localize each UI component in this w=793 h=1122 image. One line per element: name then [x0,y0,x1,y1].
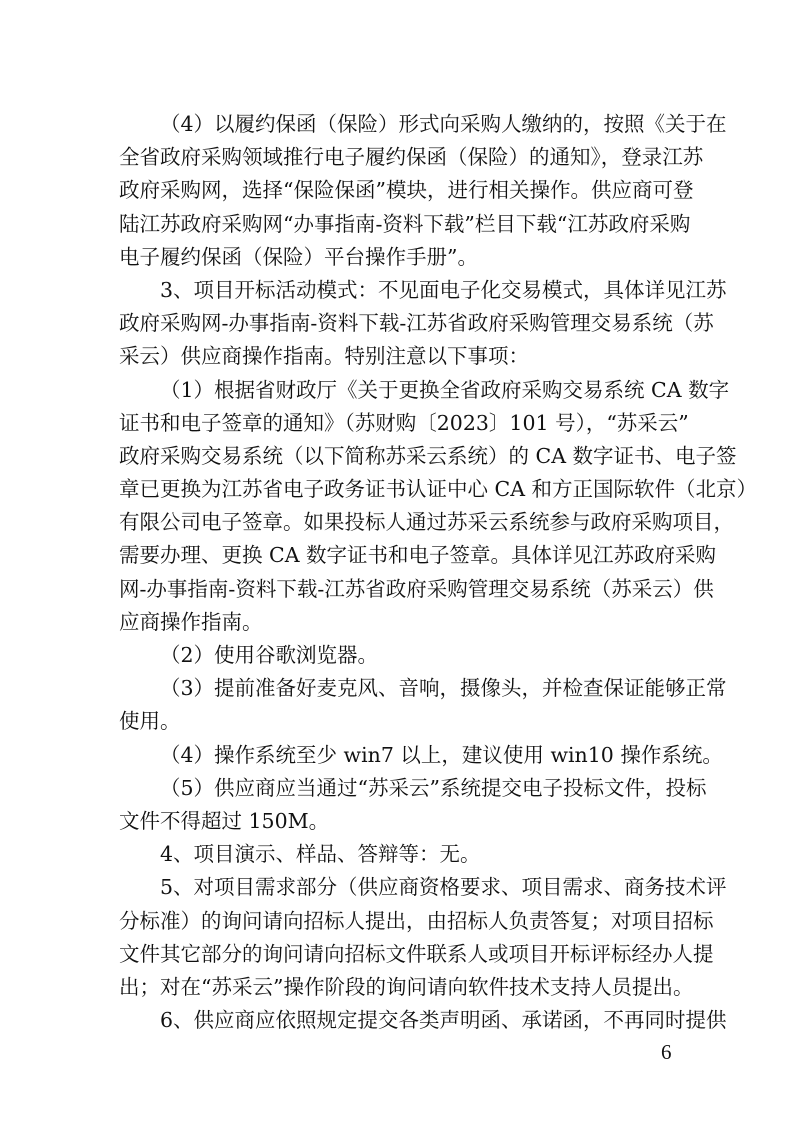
paragraph-item-3-4 [119,739,723,772]
text-line: 分标准）的询问请向招标人提出，由招标人负责答复；对项目招标 [119,908,714,933]
text-line: （1）根据省财政厅《关于更换全省政府采购交易系统 CA 数字 [160,377,730,402]
text-line: （3）提前准备好麦克风、音响，摄像头，并检查保证能够正常 [160,676,727,701]
paragraph-item-3-1 [119,374,758,640]
text-line: 陆江苏政府采购网“办事指南-资料下载”栏目下载“江苏政府采购 [119,211,691,236]
text-line: 4、项目演示、样品、答辩等：无。 [160,842,481,867]
text-line: 采云）供应商操作指南。特别注意以下事项： [119,344,529,369]
text-line: （4）以履约保函（保险）形式向采购人缴纳的，按照《关于在 [160,112,727,136]
text-line: 应商操作指南。 [119,609,263,634]
text-line: 6、供应商应依照规定提交各类声明函、承诺函，不再同时提供 [160,1008,727,1033]
paragraph-item-4 [119,838,678,871]
text-line: 政府采购交易系统（以下简称苏采云系统）的 CA 数字证书、电子签 [119,443,737,468]
text-line: 网-办事指南-资料下载-江苏省政府采购管理交易系统（苏采云）供 [119,576,714,601]
text-line: 证书和电子签章的通知》（苏财购〔2023〕101 号），“苏采云” [119,410,689,435]
text-line: 政府采购网，选择“保险保函”模块，进行相关操作。供应商可登 [119,178,694,203]
paragraph-item-5 [119,871,727,1004]
page-number: 6 [661,1040,672,1064]
text-line: 需要办理、更换 CA 数字证书和电子签章。具体详见江苏政府采购 [119,543,717,568]
text-line: 使用。 [119,709,181,734]
paragraph-item-3-3 [119,672,727,738]
text-line: 电子履约保函（保险）平台操作手册”。 [119,244,478,269]
text-line: 5、对项目需求部分（供应商资格要求、项目需求、商务技术评 [160,875,727,900]
text-line: 出；对在“苏采云”操作阶段的询问请向软件技术支持人员提出。 [119,974,694,999]
text-line: 3、项目开标活动模式：不见面电子化交易模式，具体详见江苏 [160,277,727,302]
text-line: （5）供应商应当通过“苏采云”系统提交电子投标文件，投标 [160,775,707,800]
text-line: 章已更换为江苏省电子政务证书认证中心 CA 和方正国际软件（北京） [119,477,758,502]
text-line: （4）操作系统至少 win7 以上，建议使用 win10 操作系统。 [160,742,723,767]
document-body [119,108,758,1037]
paragraph-item-6 [119,1004,727,1037]
paragraph-item-3-5 [119,772,707,838]
paragraph-performance-guarantee [119,108,727,274]
text-line: 文件不得超过 150M。 [119,808,330,833]
paragraph-item-3-2 [119,639,678,672]
text-line: 文件其它部分的询问请向招标文件联系人或项目开标评标经办人提 [119,941,714,966]
text-line: 全省政府采购领域推行电子履约保函（保险）的通知》，登录江苏 [119,145,704,170]
text-line: （2）使用谷歌浏览器。 [160,643,379,667]
paragraph-item-3 [119,274,727,374]
text-line: 政府采购网-办事指南-资料下载-江苏省政府采购管理交易系统（苏 [119,311,714,336]
text-line: 有限公司电子签章。如果投标人通过苏采云系统参与政府采购项目， [119,510,734,535]
